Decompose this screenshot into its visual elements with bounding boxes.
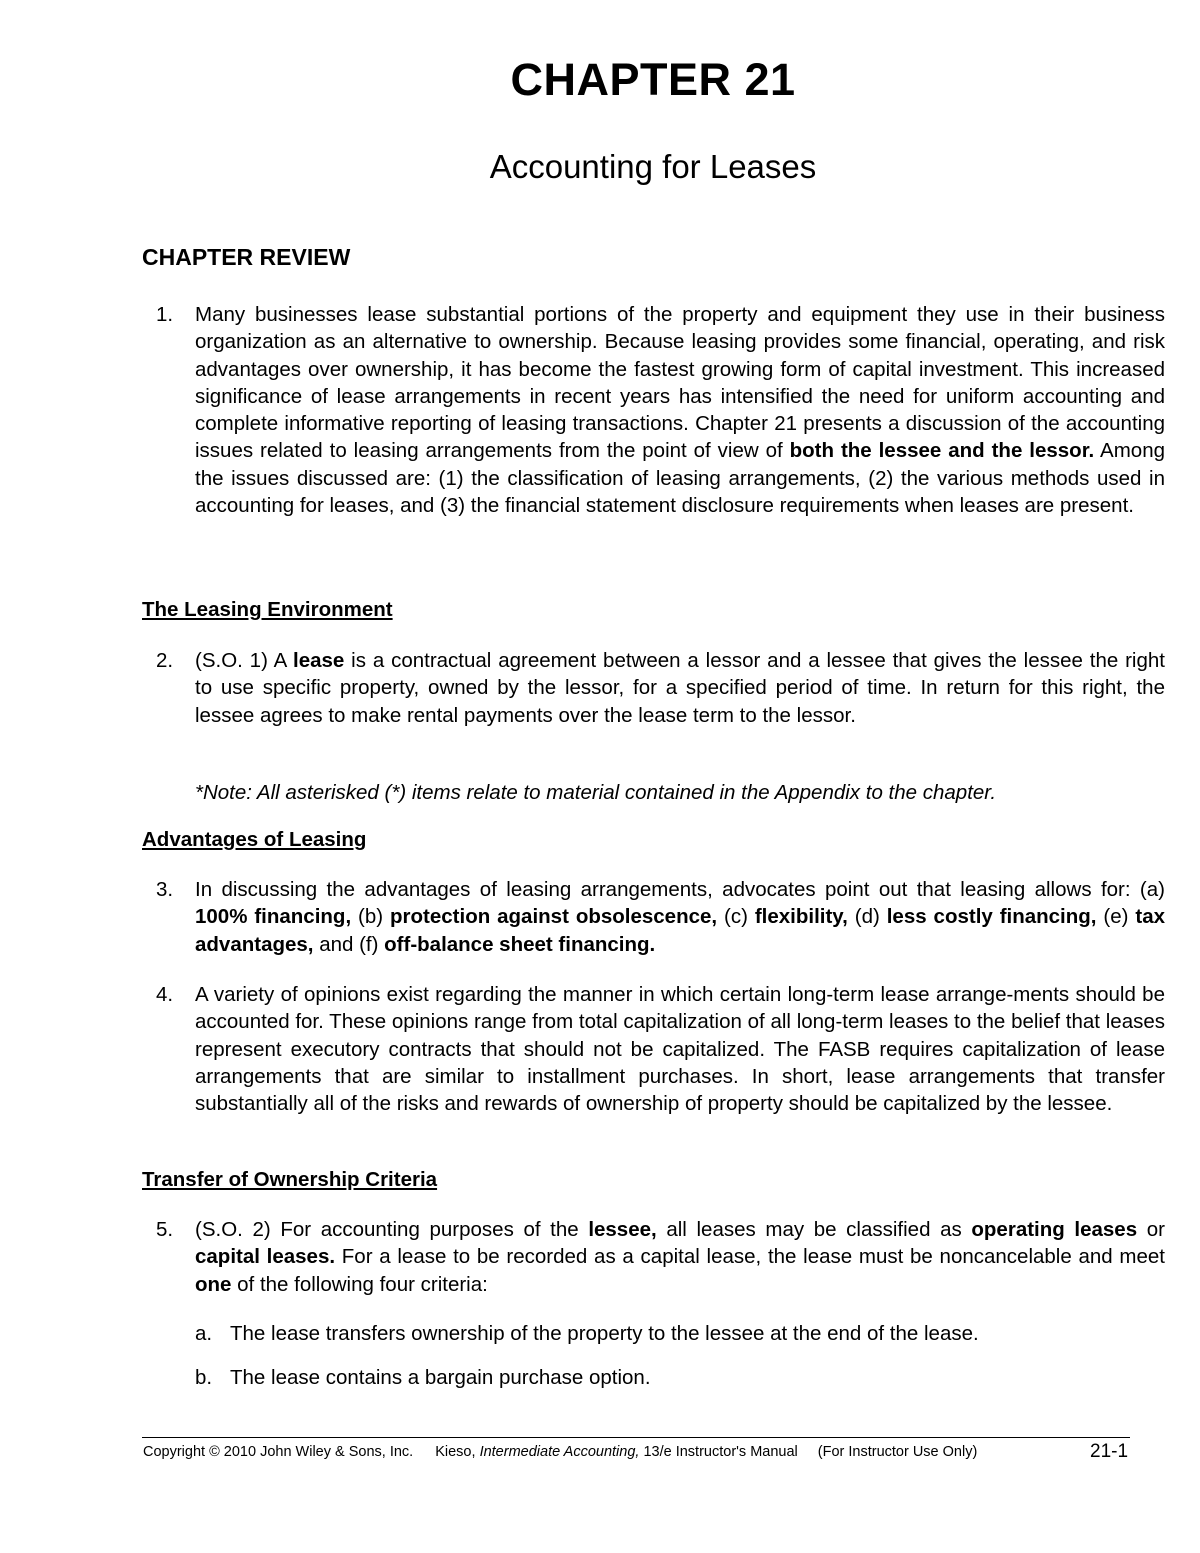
item-number: 1. (156, 303, 174, 326)
page-number: 21-1 (1090, 1441, 1129, 1462)
subheading-transfer-criteria: Transfer of Ownership Criteria (142, 1168, 438, 1191)
item-number: 4. (156, 983, 174, 1006)
item-text: A variety of opinions exist regarding the manner in which certain long-term lease arrange-ments should be accounted for. These opinions range from total capitalization of all long-term leases to the belief that leases represent executory contracts that should not be capitalized. The FASB requires capitalization of lease arrangements that are similar to installment purchases. In short, lease arrangements that transfer substantially all of the risks and rewards of ownership of property should be capitalized by the lessee. (195, 983, 1165, 1116)
footer-divider (142, 1437, 1130, 1438)
chapter-title: Accounting for Leases (489, 148, 817, 185)
review-item-2 (142, 647, 1165, 729)
criterion-a (195, 1320, 1165, 1347)
review-item-1 (142, 301, 1165, 519)
item-number: 5. (156, 1218, 174, 1241)
footer-book-title: Intermediate Accounting, (479, 1444, 640, 1460)
review-item-3 (142, 876, 1165, 958)
item-number: 3. (156, 878, 174, 901)
section-heading: CHAPTER REVIEW (142, 244, 351, 270)
item-text: In discussing the advantages of leasing arrangements, advocates point out that leasing allows for: (a) 100% financing, (b) protection against obsolescence, (c) flexibility, (d) less costly financing, (e) tax advantages, and (f) off-balance sheet financing. (195, 878, 1166, 956)
item-text: Many businesses lease substantial portions of the property and equipment they use in their business organization as an alternative to ownership. Because leasing provides some financial, operating, and risk advantages over ownership, it has become the fastest growing form of capital investment. This increased significance of lease arrangements in recent years has intensified the need for uniform accounting and complete informative reporting of leasing transactions. Chapter 21 presents a discussion of the accounting issues related to leasing arrangements from the point of view of both the lessee and the lessor. Among the issues discussed are: (1) the classification of leasing arrangements, (2) the various methods used in accounting for leases, and (3) the financial statement disclosure requirements when leases are present. (195, 303, 1165, 518)
chapter-number: CHAPTER 21 (510, 54, 796, 105)
criterion-letter: a. (195, 1322, 213, 1345)
criterion-text: The lease transfers ownership of the property to the lessee at the end of the lease. (230, 1322, 979, 1345)
footer-usage: (For Instructor Use Only) (817, 1444, 978, 1460)
footer-edition: 13/e Instructor's Manual (639, 1444, 798, 1460)
review-item-4 (142, 981, 1165, 1117)
appendix-note: *Note: All asterisked (*) items relate to material contained in the Appendix to the chapter. (195, 781, 997, 804)
item-number: 2. (156, 649, 174, 672)
footer-author: Kieso, (435, 1444, 480, 1460)
criterion-letter: b. (195, 1366, 213, 1389)
footer-copyright: Copyright © 2010 John Wiley & Sons, Inc. (143, 1444, 414, 1460)
footer (143, 1444, 977, 1460)
criterion-text: The lease contains a bargain purchase option. (230, 1366, 651, 1389)
item-text: (S.O. 1) A lease is a contractual agreement between a lessor and a lessee that gives the lessee the right to use specific property, owned by the lessor, for a specified period of time. In return for this right, the lessee agrees to make rental payments over the lease term to the lessor. (195, 649, 1165, 727)
criterion-b (195, 1364, 1165, 1391)
item-text: (S.O. 2) For accounting purposes of the lessee, all leases may be classified as operating leases or capital leases. For a lease to be recorded as a capital lease, the lease must be noncancelable and meet one of the following four criteria: (195, 1218, 1165, 1296)
subheading-advantages: Advantages of Leasing (142, 828, 367, 851)
review-item-5 (142, 1216, 1165, 1298)
subheading-leasing-environment: The Leasing Environment (142, 598, 393, 621)
